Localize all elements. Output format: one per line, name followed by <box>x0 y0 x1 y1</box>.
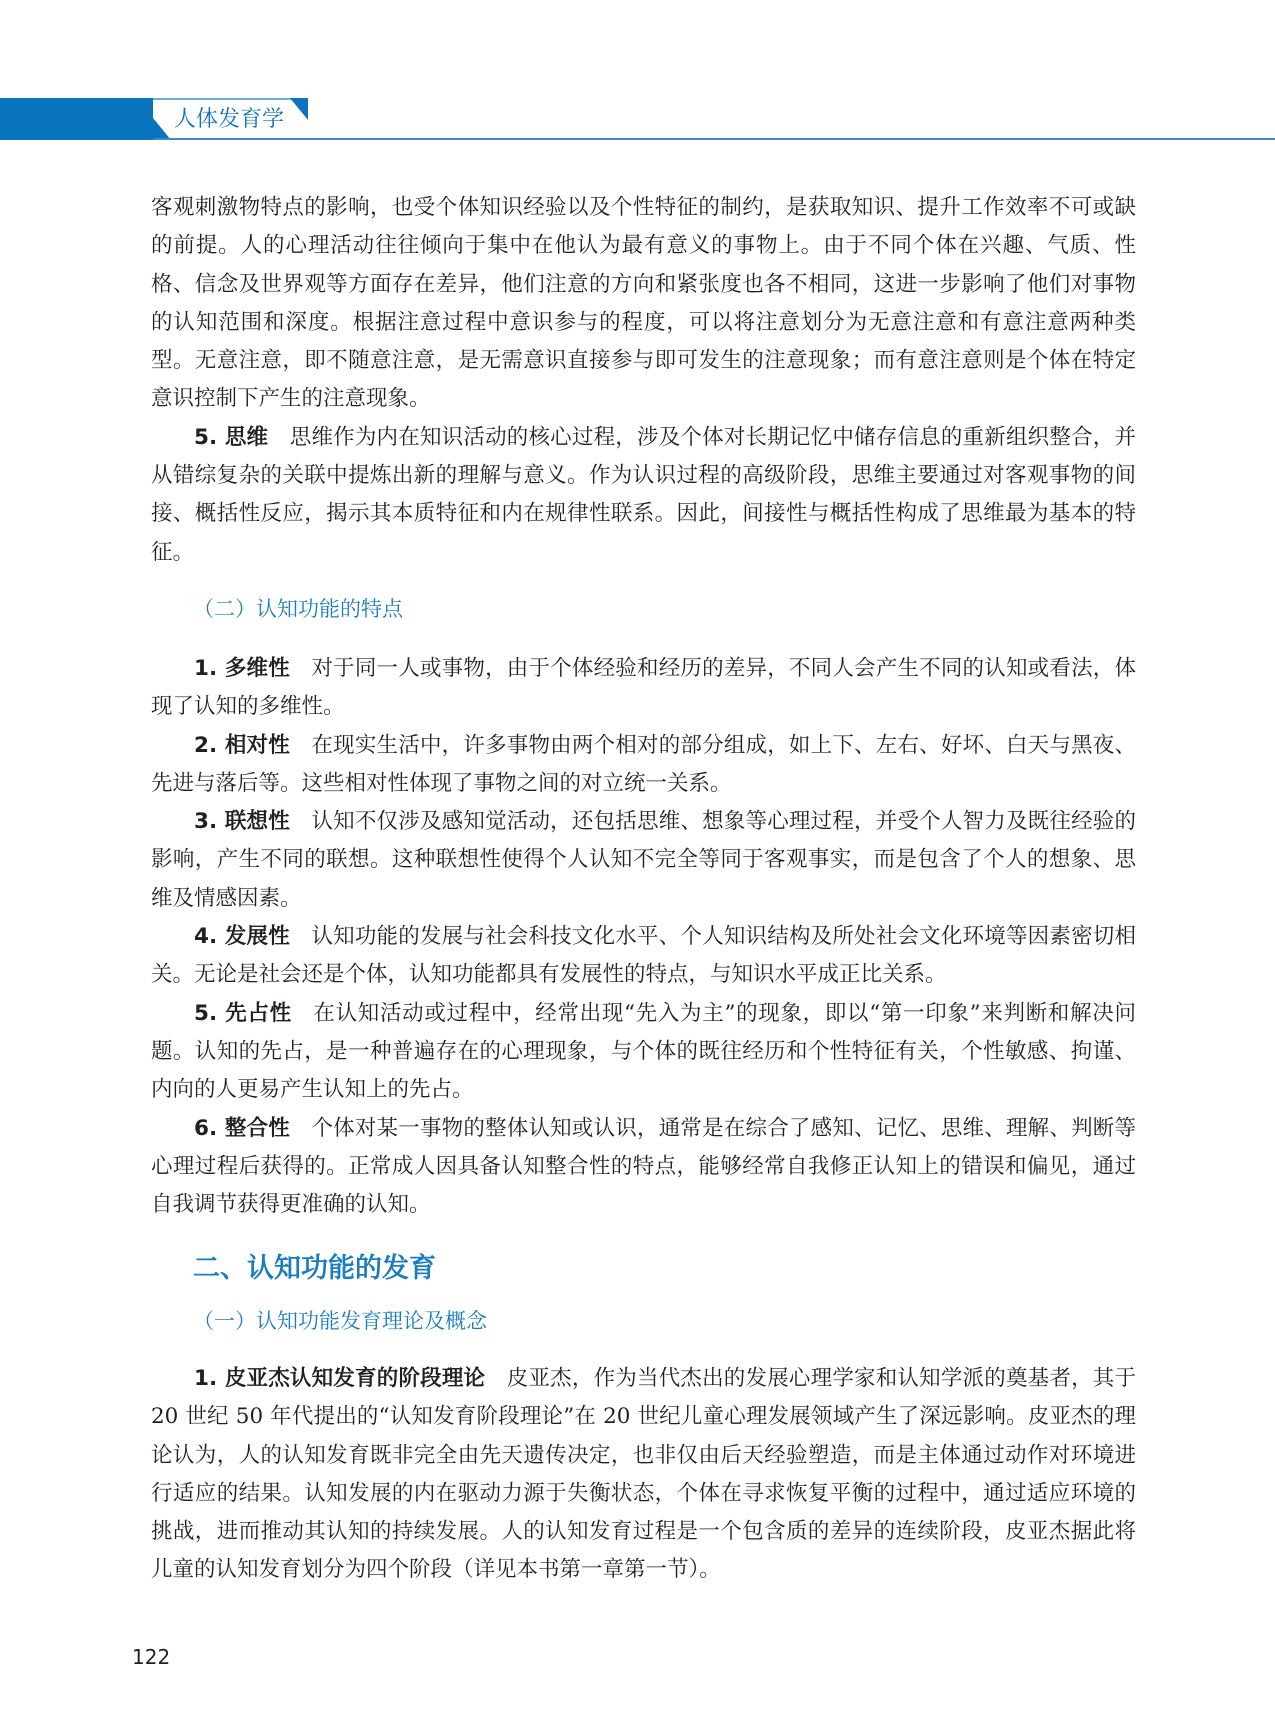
subsection-heading: （二）认知功能的特点 <box>193 597 403 621</box>
list-item <box>151 1360 1136 1590</box>
list-item <box>151 918 1136 995</box>
item-text: 思维作为内在知识活动的核心过程，涉及个体对长期记忆中储存信息的重新组织整合，并从错综复杂的关联中提炼出新的理解与意义。作为认识过程的高级阶段，思维主要通过对客观事物的间接、概括性反应，揭示其本质特征和内在规律性联系。因此，间接性与概括性构成了思维最为基本的特征。 <box>151 424 1136 565</box>
item-text: 在现实生活中，许多事物由两个相对的部分组成，如上下、左右、好坏、白天与黑夜、先进与落后等。这些相对性体现了事物之间的对立统一关系。 <box>151 732 1136 796</box>
list-item <box>151 727 1136 804</box>
header-decoration <box>153 118 171 140</box>
item-text: 个体对某一事物的整体认知或认识，通常是在综合了感知、记忆、思维、理解、判断等心理过程后获得的。正常成人因具备认知整合性的特点，能够经常自我修正认知上的错误和偏见，通过自我调节获得更准确的认知。 <box>151 1115 1136 1218</box>
header-rule <box>153 138 1275 140</box>
item-text: 皮亚杰，作为当代杰出的发展心理学家和认知学派的奠基者，其于 20 世纪 50 年代提出的“认知发育阶段理论”在 20 世纪儿童心理发展领域产生了深远影响。皮亚杰的理论认为，人的认知发育既非完全由先天遗传决定，也非仅由后天经验塑造，而是主体通过动作对环境进行适应的结果。认知发展的内在驱动力源于失衡状态，个体在寻求恢复平衡的过程中，通过适应环境的挑战，进而推动其认知的持续发展。人的认知发育过程是一个包含质的差异的连续阶段，皮亚杰据此将儿童的认知发育划分为四个阶段（详见本书第一章第一节）。 <box>151 1366 1136 1583</box>
item-label: 5. 先占性 <box>194 1000 292 1026</box>
list-item <box>151 803 1136 918</box>
subsection-heading: （一）认知功能发育理论及概念 <box>193 1309 487 1333</box>
item-label: 1. 多维性 <box>194 656 290 681</box>
item-text: 认知功能的发展与社会科技文化水平、个人知识结构及所处社会文化环境等因素密切相关。无论是社会还是个体，认知功能都具有发展性的特点，与知识水平成正比关系。 <box>151 924 1136 988</box>
header-color-block <box>0 98 153 140</box>
item-label: 5. 思维 <box>194 424 269 450</box>
piaget-section <box>151 1360 1136 1590</box>
list-item <box>151 1110 1136 1225</box>
item-label: 3. 联想性 <box>194 809 290 835</box>
characteristics-list <box>151 650 1136 1224</box>
body-section-attention <box>151 189 1136 572</box>
page-number: 122 <box>132 1645 171 1669</box>
book-title: 人体发育学 <box>174 107 285 132</box>
item-text: 在认知活动或过程中，经常出现“先入为主”的现象，即以“第一印象”来判断和解决问题。认知的先占，是一种普遍存在的心理现象，与个体的既往经历和个性特征有关，个性敏感、拘谨、内向的人更易产生认知上的先占。 <box>151 1000 1136 1103</box>
list-item <box>151 650 1136 727</box>
paragraph-thinking <box>151 419 1136 572</box>
item-text: 对于同一人或事物，由于个体经验和经历的差异，不同人会产生不同的认知或看法，体现了认知的多维性。 <box>151 656 1136 720</box>
list-item <box>151 995 1136 1110</box>
section-heading: 二、认知功能的发育 <box>193 1253 436 1284</box>
paragraph: 客观刺激物特点的影响，也受个体知识经验以及个性特征的制约，是获取知识、提升工作效率不可或缺的前提。人的心理活动往往倾向于集中在他认为最有意义的事物上。由于不同个体在兴趣、气质、性格、信念及世界观等方面存在差异，他们注意的方向和紧张度也各不相同，这进一步影响了他们对事物的认知范围和深度。根据注意过程中意识参与的程度，可以将注意划分为无意注意和有意注意两种类型。无意注意，即不随意注意，是无需意识直接参与即可发生的注意现象；而有意注意则是个体在特定意识控制下产生的注意现象。 <box>151 195 1136 412</box>
header-decoration <box>290 98 308 120</box>
item-text: 认知不仅涉及感知觉活动，还包括思维、想象等心理过程，并受个人智力及既往经验的影响，产生不同的联想。这种联想性使得个人认知不完全等同于客观事实，而是包含了个人的想象、思维及情感因素。 <box>151 809 1136 911</box>
item-label: 1. 皮亚杰认知发育的阶段理论 <box>194 1366 486 1391</box>
item-label: 6. 整合性 <box>194 1115 290 1141</box>
item-label: 2. 相对性 <box>194 732 290 758</box>
item-label: 4. 发展性 <box>194 924 290 950</box>
